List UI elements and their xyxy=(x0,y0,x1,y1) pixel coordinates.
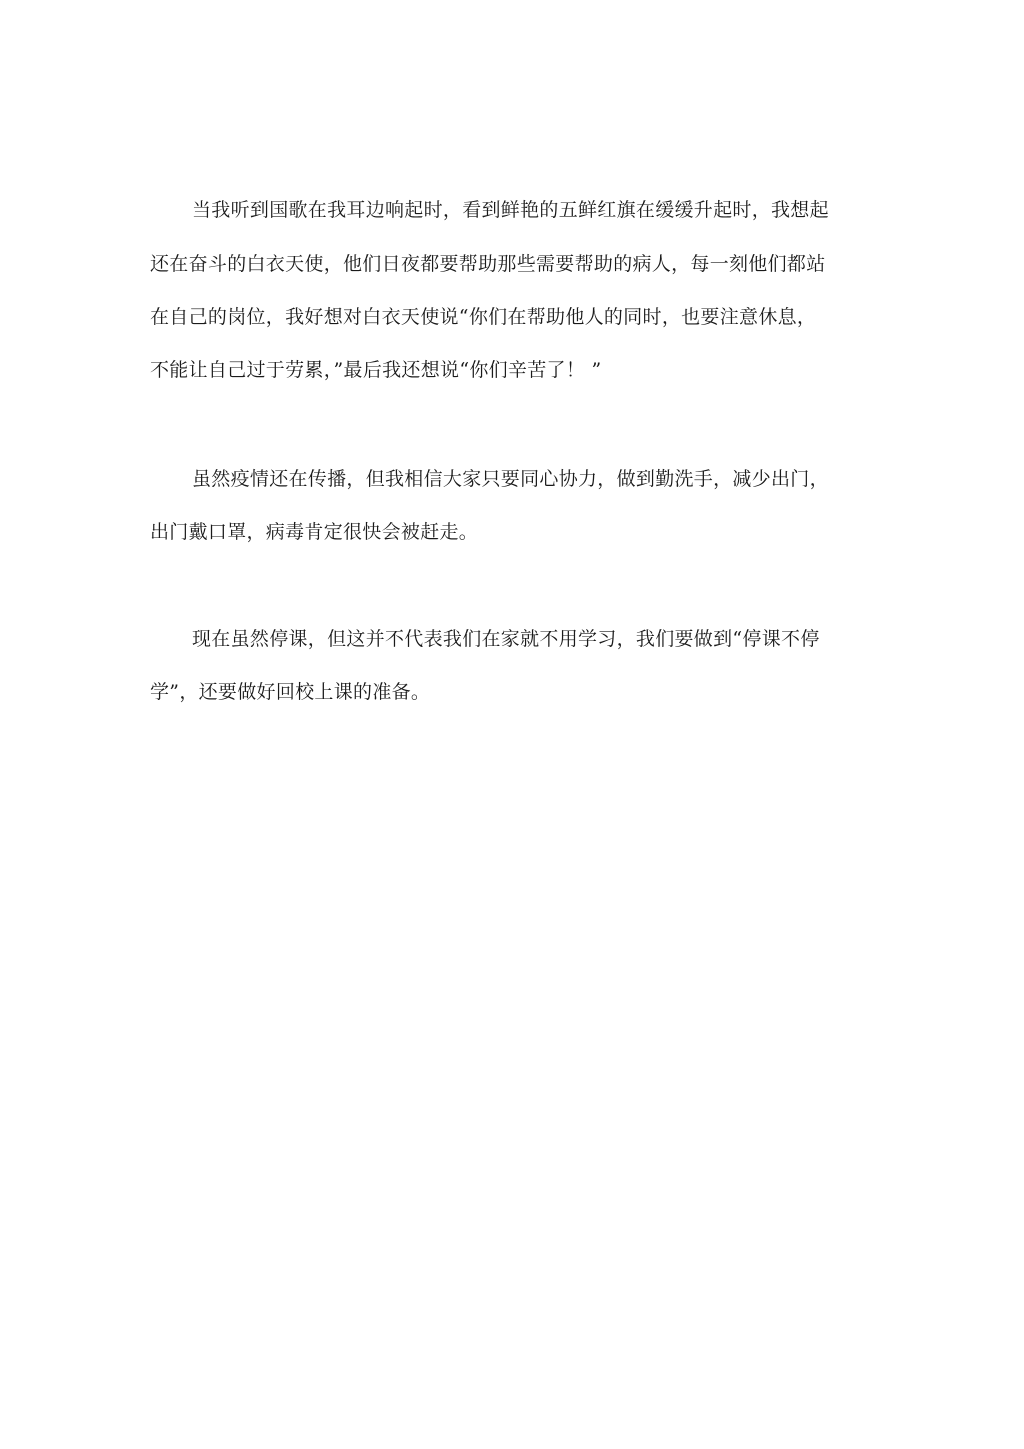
text-line: 出门戴口罩，病毒肯定很快会被赶走。 xyxy=(150,521,479,543)
text-line: 现在虽然停课，但这并不代表我们在家就不用学习，我们要做到“停课不停 xyxy=(192,628,820,650)
text-line: 在自己的岗位，我好想对白衣天使说“你们在帮助他人的同时，也要注意休息， xyxy=(150,306,817,328)
text-line: 不能让自己过于劳累，”最后我还想说“你们辛苦了！ ” xyxy=(150,359,602,381)
text-line: 还在奋斗的白衣天使，他们日夜都要帮助那些需要帮助的病人，每一刻他们都站 xyxy=(150,253,826,275)
text-line: 学”，还要做好回校上课的准备。 xyxy=(150,681,431,703)
text-line: 虽然疫情还在传播，但我相信大家只要同心协力，做到勤洗手，减少出门， xyxy=(192,468,829,490)
text-line: 当我听到国歌在我耳边响起时，看到鲜艳的五鲜红旗在缓缓升起时，我想起 xyxy=(192,199,829,221)
